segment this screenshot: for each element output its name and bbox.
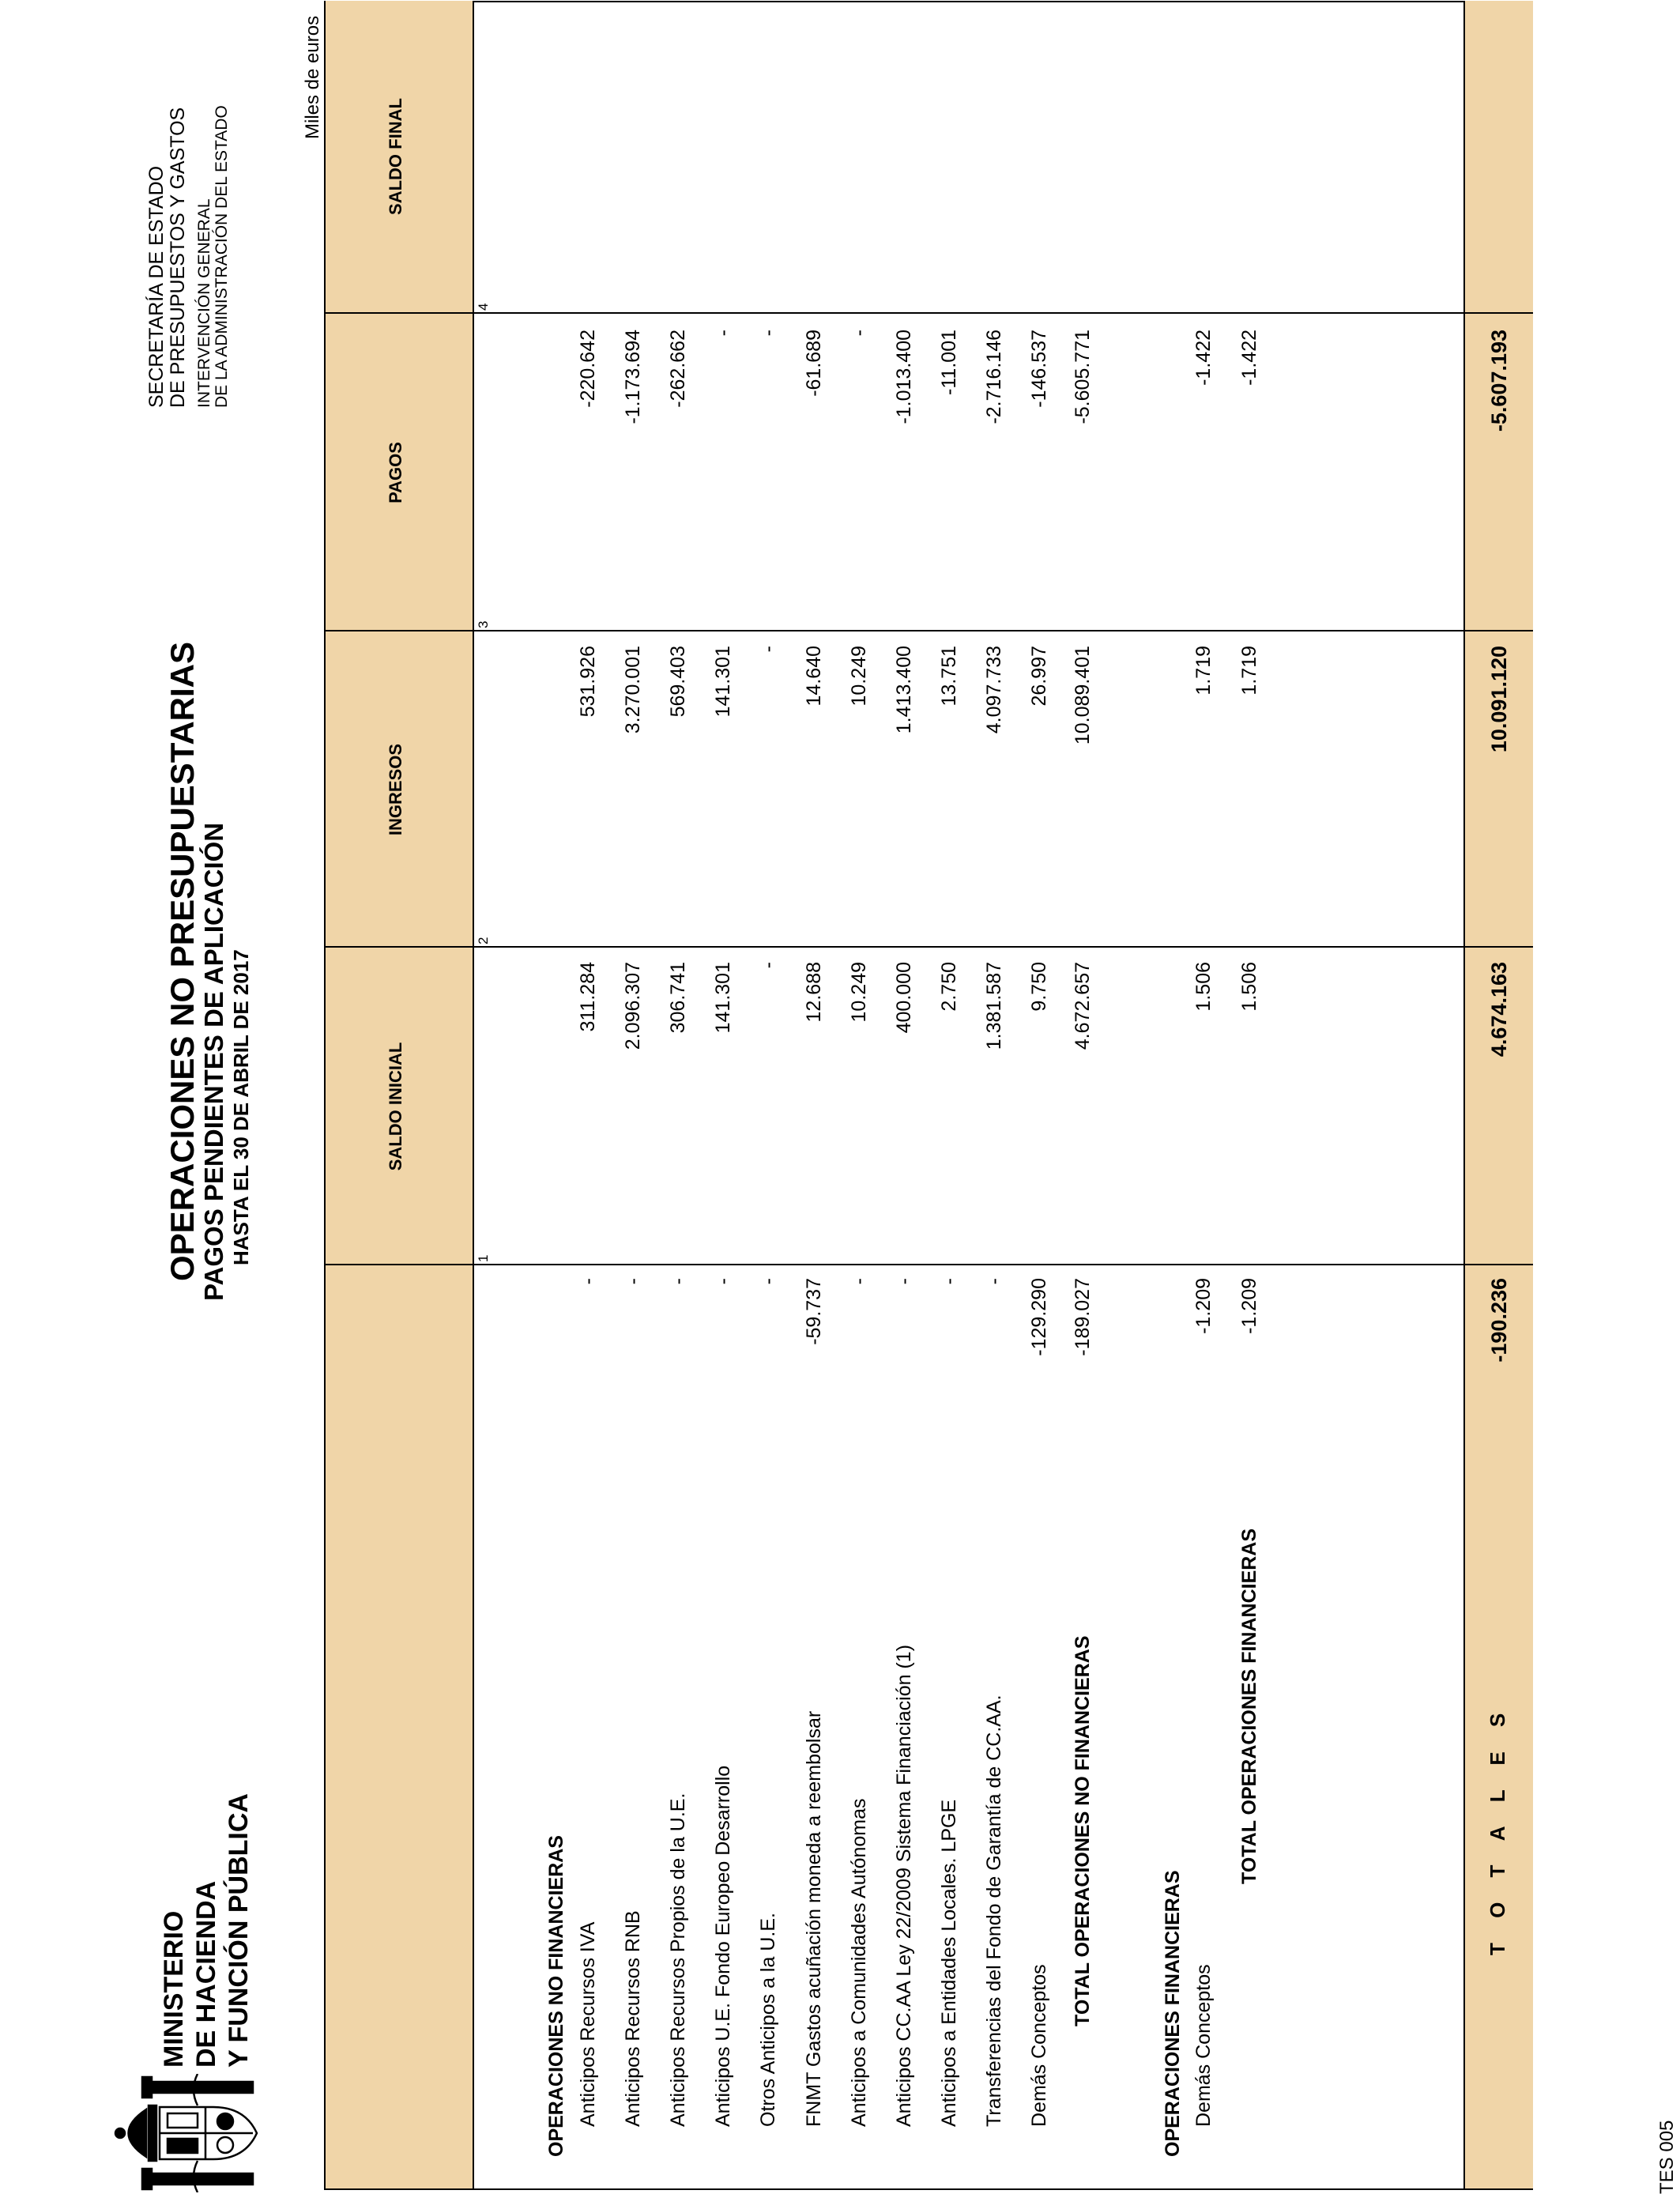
col-head-ingresos: INGRESOS [386,743,405,836]
cell-saldo-final: -146.537 [1028,330,1050,408]
row-label: Otros Anticipos a la U.E. [757,1913,779,2127]
cell-saldo-inicial: - [667,1278,689,1285]
col-divider-1 [326,1264,1533,1265]
header-divider [473,1,474,2188]
cell-saldo-inicial: - [983,1278,1005,1285]
cell-saldo-final: -1.422 [1192,330,1215,386]
intervencion-line-2: DE LA ADMINISTRACIÓN DEL ESTADO [213,105,231,408]
total-saldo-inicial: -190.236 [1487,1278,1511,1363]
row-label: FNMT Gastos acuñación moneda a reembolsar [803,1710,825,2127]
subtotal-saldo-final: -5.605.771 [1072,330,1094,424]
cell-ingresos: 1.381.587 [983,962,1005,1050]
cell-saldo-inicial: - [577,1278,599,1285]
cell-ingresos: 9.750 [1028,962,1050,1012]
cell-pagos: 569.403 [667,646,689,718]
cell-pagos: 10.249 [848,646,870,707]
cell-saldo-inicial: -59.737 [803,1278,825,1345]
subtotal-pagos: 1.719 [1238,646,1260,696]
cell-pagos: 531.926 [577,646,599,718]
cell-saldo-inicial: - [893,1278,915,1285]
cell-saldo-final: -220.642 [577,330,599,408]
page-subtitle: PAGOS PENDIENTES DE APLICACIÓN [199,822,228,1301]
cell-pagos: 14.640 [803,646,825,707]
col-number-1: 1 [476,1254,491,1262]
col-divider-4 [326,312,1533,314]
cell-saldo-final: - [757,330,779,337]
cell-ingresos: 12.688 [803,962,825,1023]
cell-saldo-final: -2.716.146 [983,330,1005,424]
col-number-4: 4 [476,303,491,311]
row-label: Anticipos Recursos Propios de la U.E. [667,1793,689,2127]
cell-ingresos: 141.301 [712,962,734,1034]
cell-saldo-final: -262.662 [667,330,689,408]
cell-pagos: 13.751 [938,646,960,707]
row-label: Demás Conceptos [1028,1964,1050,2127]
cell-pagos: 3.270.001 [622,646,644,734]
cell-saldo-final: -1.173.694 [622,330,644,424]
cell-saldo-final: -61.689 [803,330,825,397]
subtotal-label: TOTAL OPERACIONES NO FINANCIERAS [1072,1635,1094,2026]
cell-pagos: 26.997 [1028,646,1050,707]
cell-saldo-inicial: - [848,1278,870,1285]
totals-label: T O T A L E S [1486,1703,1509,1955]
subtotal-saldo-inicial: -1.209 [1238,1278,1260,1334]
cell-ingresos: 400.000 [893,962,915,1034]
cell-pagos: 1.719 [1192,646,1215,696]
cell-pagos: 1.413.400 [893,646,915,734]
totals-divider [1463,1,1465,2188]
col-number-2: 2 [476,937,491,944]
section-title-no-financieras: OPERACIONES NO FINANCIERAS [545,1835,567,2157]
cell-saldo-inicial: - [712,1278,734,1285]
cell-saldo-final: -1.013.400 [893,330,915,424]
cell-ingresos: 2.096.307 [622,962,644,1050]
subtotal-ingresos: 1.506 [1238,962,1260,1012]
cell-pagos: 4.097.733 [983,646,1005,734]
units-label: Miles de euros [302,15,323,139]
cell-saldo-inicial: -129.290 [1028,1278,1050,1356]
section-title-financieras: OPERACIONES FINANCIERAS [1162,1870,1184,2157]
col-divider-2 [326,946,1533,948]
ministry-line-1: MINISTERIO [159,1910,189,2068]
intervencion-line-1: INTERVENCIÓN GENERAL [195,198,213,408]
secretaria-block [146,105,231,408]
total-pagos: 10.091.120 [1487,646,1511,753]
cell-saldo-inicial: - [938,1278,960,1285]
row-label: Transferencias del Fondo de Garantía de CC.AA. [983,1695,1005,2127]
row-label: Demás Conceptos [1192,1964,1215,2127]
subtotal-saldo-final: -1.422 [1238,330,1260,386]
cell-ingresos: - [757,962,779,969]
cell-ingresos: 2.750 [938,962,960,1012]
data-table [324,1,1533,2190]
cell-saldo-final: - [712,330,734,337]
page-title: OPERACIONES NO PRESUPUESTARIAS [164,641,201,1281]
row-label: Anticipos Recursos RNB [622,1910,644,2127]
col-head-saldo-final: SALDO FINAL [386,98,405,215]
cell-ingresos: 1.506 [1192,962,1215,1012]
ministry-name [158,1793,255,2068]
col-head-pagos: PAGOS [386,442,405,503]
subtotal-pagos: 10.089.401 [1072,646,1094,745]
coat-of-arms-icon [103,2074,269,2192]
subtotal-ingresos: 4.672.657 [1072,962,1094,1050]
ministry-line-3: Y FUNCIÓN PÚBLICA [224,1793,254,2068]
row-label: Anticipos CC.AA Ley 22/2009 Sistema Financiación (1) [893,1644,915,2127]
cell-ingresos: 10.249 [848,962,870,1023]
cell-ingresos: 306.741 [667,962,689,1034]
cell-saldo-inicial: - [757,1278,779,1285]
total-ingresos: 4.674.163 [1487,962,1511,1057]
cell-pagos: - [757,646,779,653]
cell-saldo-inicial: - [622,1278,644,1285]
subtotal-label: TOTAL OPERACIONES FINANCIERAS [1238,1528,1260,1884]
row-label: Anticipos U.E. Fondo Europeo Desarrollo [712,1765,734,2127]
cell-pagos: 141.301 [712,646,734,718]
secretaria-line-1: SECRETARÍA DE ESTADO [145,165,168,408]
row-label: Anticipos a Comunidades Autónomas [848,1798,870,2127]
total-saldo-final: -5.607.193 [1487,330,1511,432]
intervencion-block [196,105,231,408]
date-line: HASTA EL 30 DE ABRIL DE 2017 [229,949,253,1265]
cell-saldo-final: - [848,330,870,337]
col-head-saldo-inicial: SALDO INICIAL [386,1042,405,1171]
subtotal-saldo-inicial: -189.027 [1072,1278,1094,1356]
form-code: TES 005 [1656,2120,1678,2194]
col-divider-3 [326,630,1533,631]
secretaria-line-2: DE PRESUPUESTOS Y GASTOS [167,107,189,408]
cell-saldo-inicial: -1.209 [1192,1278,1215,1334]
cell-ingresos: 311.284 [577,962,599,1032]
row-label: Anticipos a Entidades Locales. LPGE [938,1799,960,2127]
cell-saldo-final: -11.001 [938,330,960,395]
ministry-line-2: DE HACIENDA [191,1880,221,2068]
col-number-3: 3 [476,620,491,628]
row-label: Anticipos Recursos IVA [577,1921,599,2127]
